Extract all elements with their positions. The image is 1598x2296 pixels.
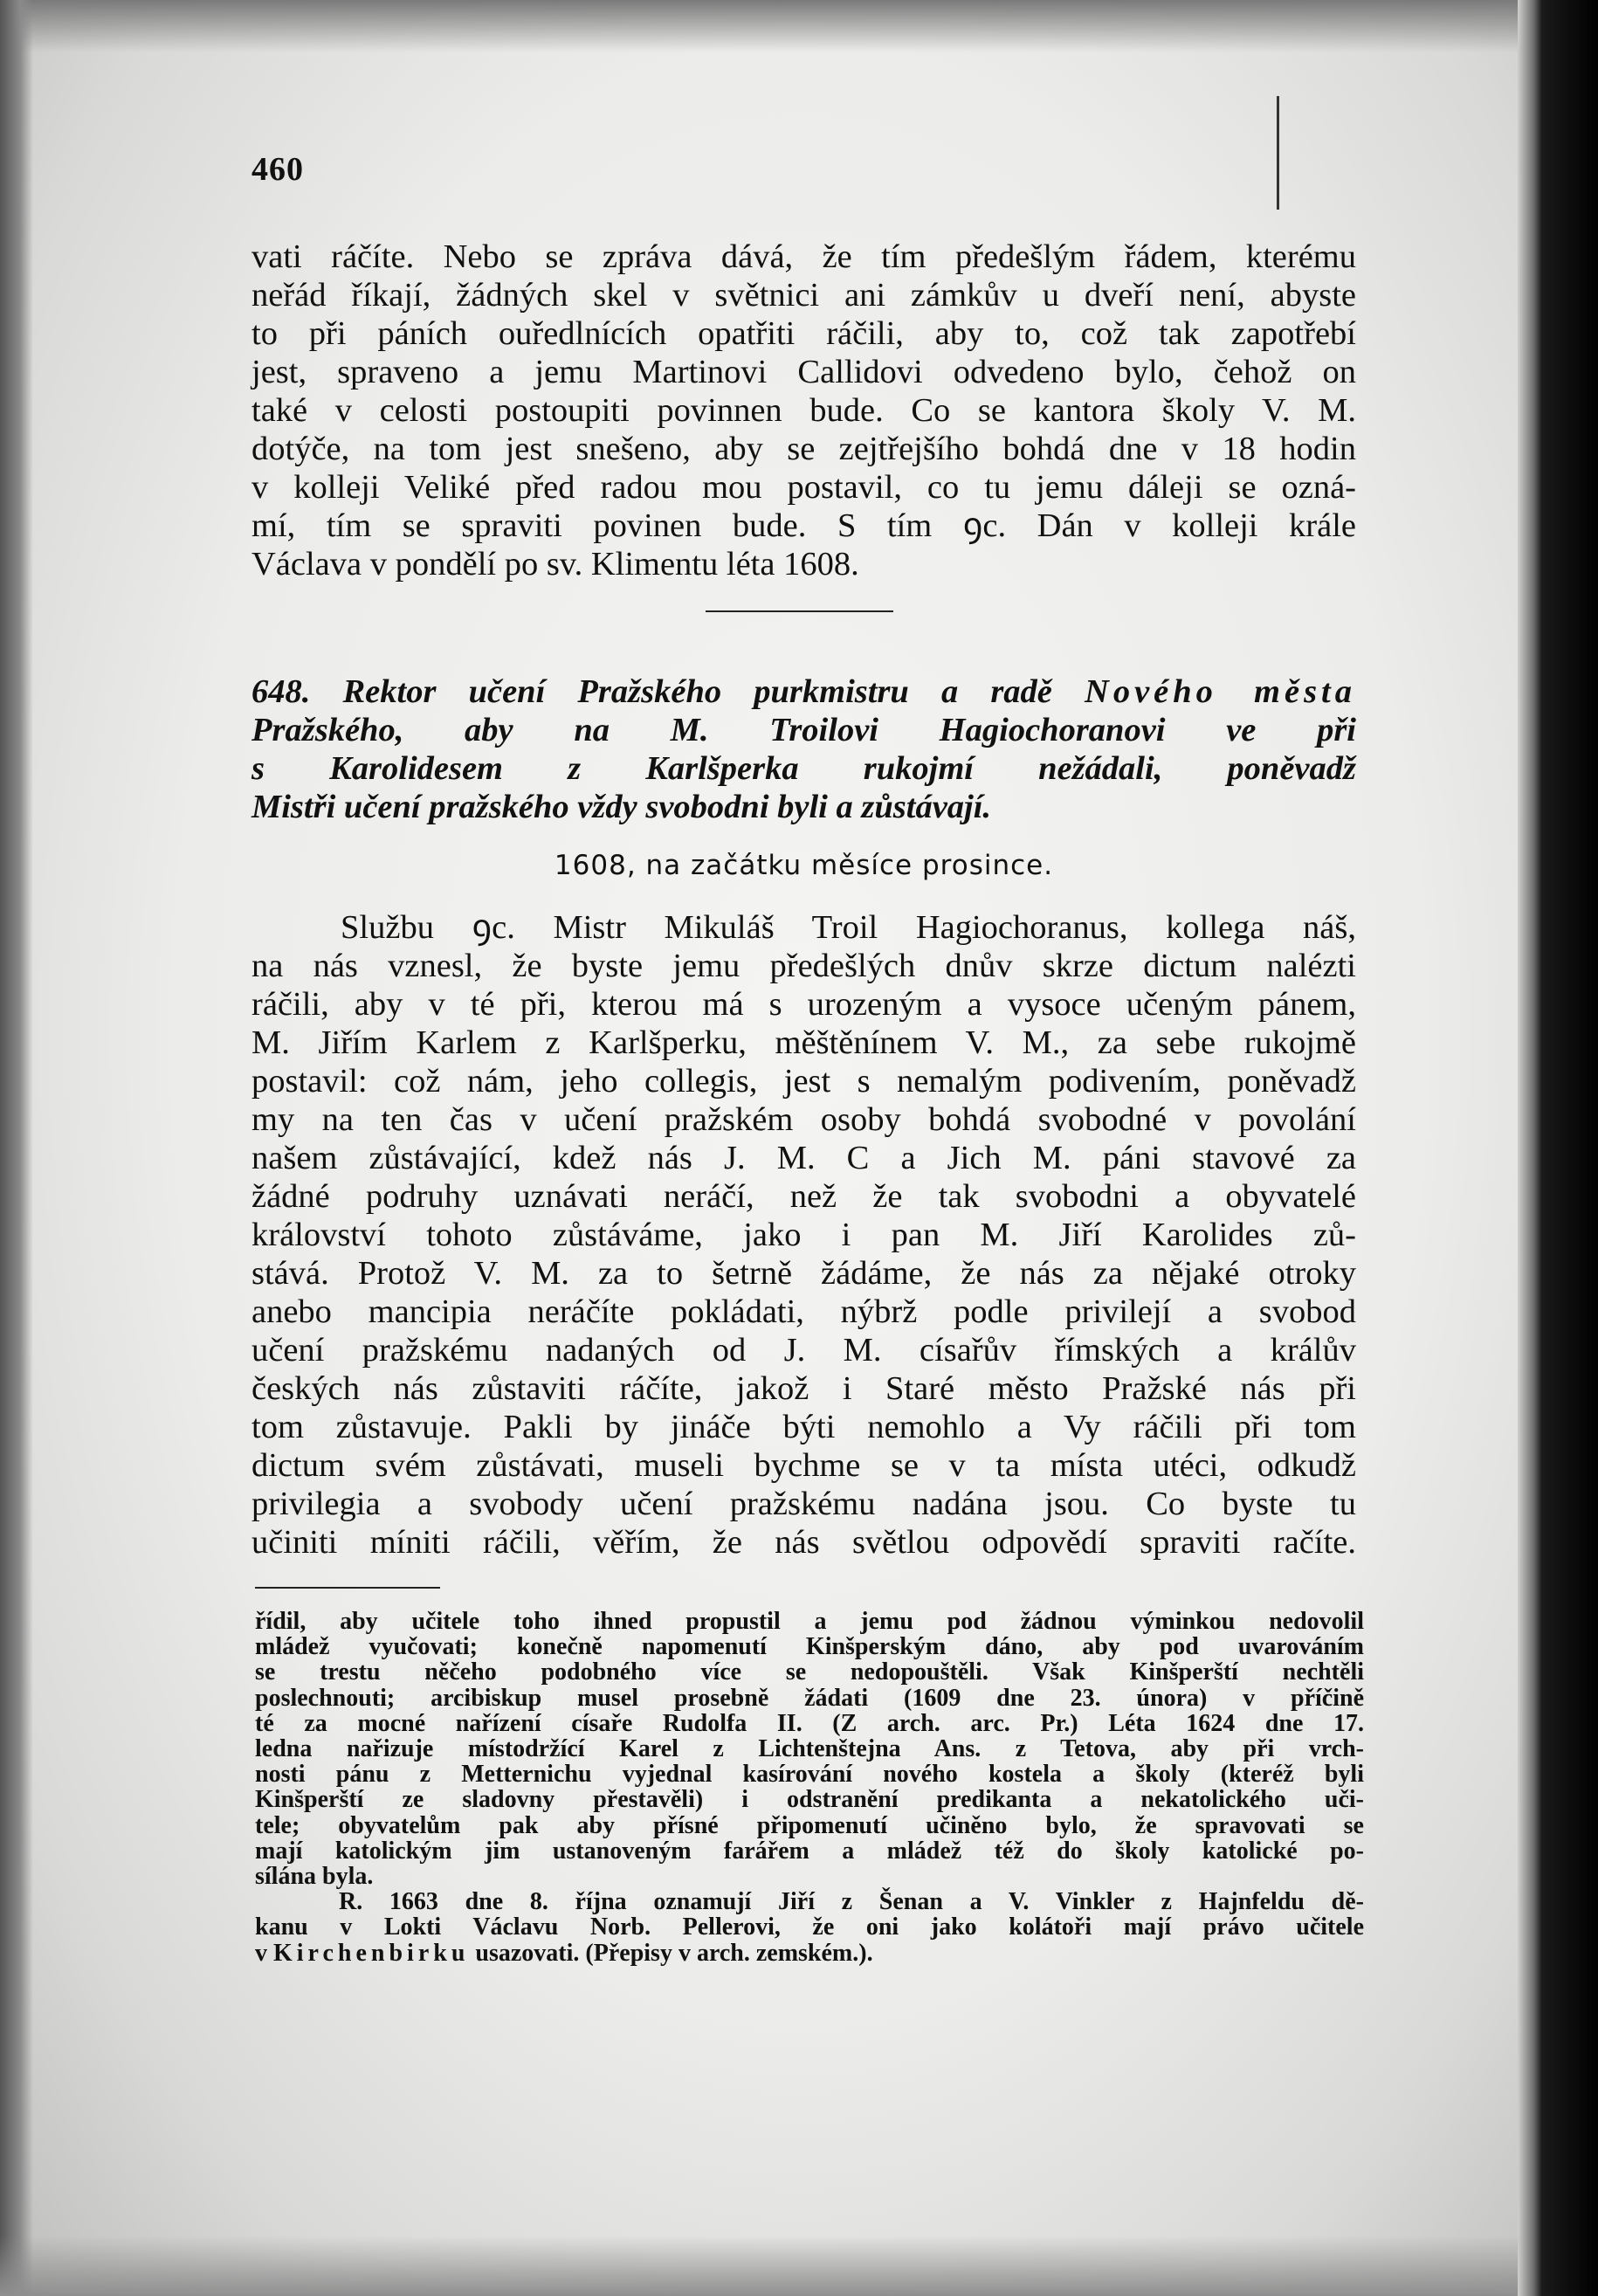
text-line: stává. Protož V. M. za to šetrně žádáme, že nás za nějaké otroky xyxy=(251,1255,1356,1292)
entry-number: 648. xyxy=(251,673,311,710)
text-line: vati ráčíte. Nebo se zpráva dává, že tím předešlým řádem, kterému xyxy=(251,238,1356,275)
text-line: to při páních ouředlnících opatřiti ráčili, aby to, což tak zapotřebí xyxy=(251,315,1356,352)
text-line: žádné podruhy uznávati neráčí, než že tak svobodni a obyvatelé xyxy=(251,1178,1356,1215)
scan-right-border xyxy=(1518,0,1598,2296)
text-line: jest, spraveno a jemu Martinovi Callidovi odvedeno bylo, čehož on xyxy=(251,354,1356,390)
text-line: v kolleji Veliké před radou mou postavil, co tu jemu dáleji se ozná- xyxy=(251,469,1356,506)
footnote-line: Kinšperští ze sladovny přestavěli) i odstranění predikanta a nekatolického uči- xyxy=(255,1786,1364,1814)
text-line: tom zůstavuje. Pakli by jináče býti nemohlo a Vy ráčili při tom xyxy=(251,1409,1356,1445)
footnote-line: R. 1663 dne 8. října oznamují Jiří z Šenan a V. Vinkler z Hajnfeldu dě- xyxy=(339,1888,1364,1916)
text-line: privilegia a svobody učení pražskému nadána jsou. Co byste tu xyxy=(251,1486,1356,1522)
heading-line: Mistři učení pražského vždy svobodni byli a zůstávají. xyxy=(251,789,992,825)
footnote xyxy=(255,1609,1364,1966)
heading-text: Rektor učení Pražského purkmistru a radě xyxy=(342,673,1052,710)
footnote-line: ledna nařizuje místodržící Karel z Lichtenštejna Ans. z Tetova, aby při vrch- xyxy=(255,1735,1364,1763)
footnote-line: tele; obyvatelům pak aby přísné připomenutí učiněno bylo, že spravovati se xyxy=(255,1811,1364,1839)
text-line: našem zůstávající, kdež nás J. M. C a Jich M. páni stavové za xyxy=(251,1140,1356,1176)
text-line: M. Jiřím Karlem z Karlšperku, měštěnínem V. M., za sebe rukojmě xyxy=(251,1024,1356,1061)
heading-line: s Karolidesem z Karlšperka rukojmí nežádali, poněvadž xyxy=(251,750,1356,787)
text-line: také v celosti postoupiti povinnen bude. Co se kantora školy V. M. xyxy=(251,392,1356,429)
footnote-line: nosti pánu z Metternichu vyjednal kasírování nového kostela a školy (kteréž byli xyxy=(255,1761,1364,1789)
footnote-line: té za mocné nařízení císaře Rudolfa II. (Z arch. arc. Pr.) Léta 1624 dne 17. xyxy=(255,1709,1364,1737)
main-paragraph xyxy=(251,908,1356,1562)
top-paragraph xyxy=(251,238,1356,583)
footnote-place-tail: usazovati. (Přepisy v arch. zemském.). xyxy=(475,1939,873,1967)
footnote-line: kanu v Lokti Václavu Norb. Pellerovi, že oni jako kolátoři mají právo učitele xyxy=(255,1913,1364,1941)
text-line: mí, tím se spraviti povinen bude. S tím ꝯc. Dán v kolleji krále xyxy=(251,507,1356,544)
footnote-place-prefix: v xyxy=(255,1939,273,1967)
footnote-line: řídil, aby učitele toho ihned propustil a jemu pod žádnou výminkou nedovolil xyxy=(255,1608,1364,1635)
footnote-line: poslechnouti; arcibiskup musel prosebně žádati (1609 dne 23. února) v příčině xyxy=(255,1684,1364,1712)
scan-bottom-shadow xyxy=(0,2236,1598,2296)
entry-heading xyxy=(251,672,1356,826)
text-line: na nás vznesl, že byste jemu předešlých dnův skrze dictum nalézti xyxy=(251,948,1356,984)
text-line: postavil: což nám, jeho collegis, jest s nemalým podivením, poněvadž xyxy=(251,1063,1356,1100)
text-line: dotýče, na tom jest snešeno, aby se zejtřejšího bohdá dne v 18 hodin xyxy=(251,431,1356,467)
text-line: anebo mancipia neráčíte pokládati, nýbrž podle privilejí a svobod xyxy=(251,1293,1356,1330)
footnote-line: mají katolickým jim ustanoveným farářem a mládež též do školy katolické po- xyxy=(255,1837,1364,1865)
footnote-line: sílána byla. xyxy=(255,1863,374,1891)
scan-top-shadow xyxy=(0,0,1598,52)
heading-spaced-text: Nového města xyxy=(1085,673,1357,710)
heading-line xyxy=(251,672,1356,711)
text-line: českých nás zůstaviti ráčíte, jakož i Staré město Pražské nás při xyxy=(251,1370,1356,1407)
footnote-line: se trestu něčeho podobného více se nedopouštěli. Však Kinšperští nechtěli xyxy=(255,1658,1364,1686)
footnote-line: mládež vyučovati; konečně napomenutí Kinšperským dáno, aby pod uvarováním xyxy=(255,1633,1364,1661)
heading-line: Pražského, aby na M. Troilovi Hagiochoranovi ve při xyxy=(251,712,1356,748)
text-line: království tohoto zůstáváme, jako i pan M. Jiří Karolides zů- xyxy=(251,1217,1356,1253)
text-line: učiniti míniti ráčili, věřím, že nás světlou odpovědí spraviti račíte. xyxy=(251,1524,1356,1561)
section-divider xyxy=(706,610,893,612)
footnote-line xyxy=(255,1941,1364,1966)
text-line: Václava v pondělí po sv. Klimentu léta 1608. xyxy=(251,546,859,583)
entry-date: 1608, na začátku měsíce prosince. xyxy=(554,850,1054,881)
text-line: dictum svém zůstávati, museli bychme se v ta místa utéci, odkudž xyxy=(251,1447,1356,1484)
page-number: 460 xyxy=(251,151,304,188)
text-line: neřád říkají, žádných skel v světnici ani zámkův u dveří není, abyste xyxy=(251,277,1356,314)
footnote-place-name: Kirchenbirku xyxy=(273,1939,470,1967)
text-line: ráčili, aby v té při, kterou má s urozeným a vysoce učeným pánem, xyxy=(251,986,1356,1023)
margin-mark xyxy=(1277,96,1279,210)
text-line: učení pražskému nadaných od J. M. císařův římských a králův xyxy=(251,1332,1356,1369)
text-line: Službu ꝯc. Mistr Mikuláš Troil Hagiochoranus, kollega náš, xyxy=(341,909,1356,946)
text-line: my na ten čas v učení pražském osoby bohdá svobodné v povolání xyxy=(251,1101,1356,1138)
scan-left-shadow xyxy=(0,0,33,2296)
footnote-rule xyxy=(255,1587,440,1589)
